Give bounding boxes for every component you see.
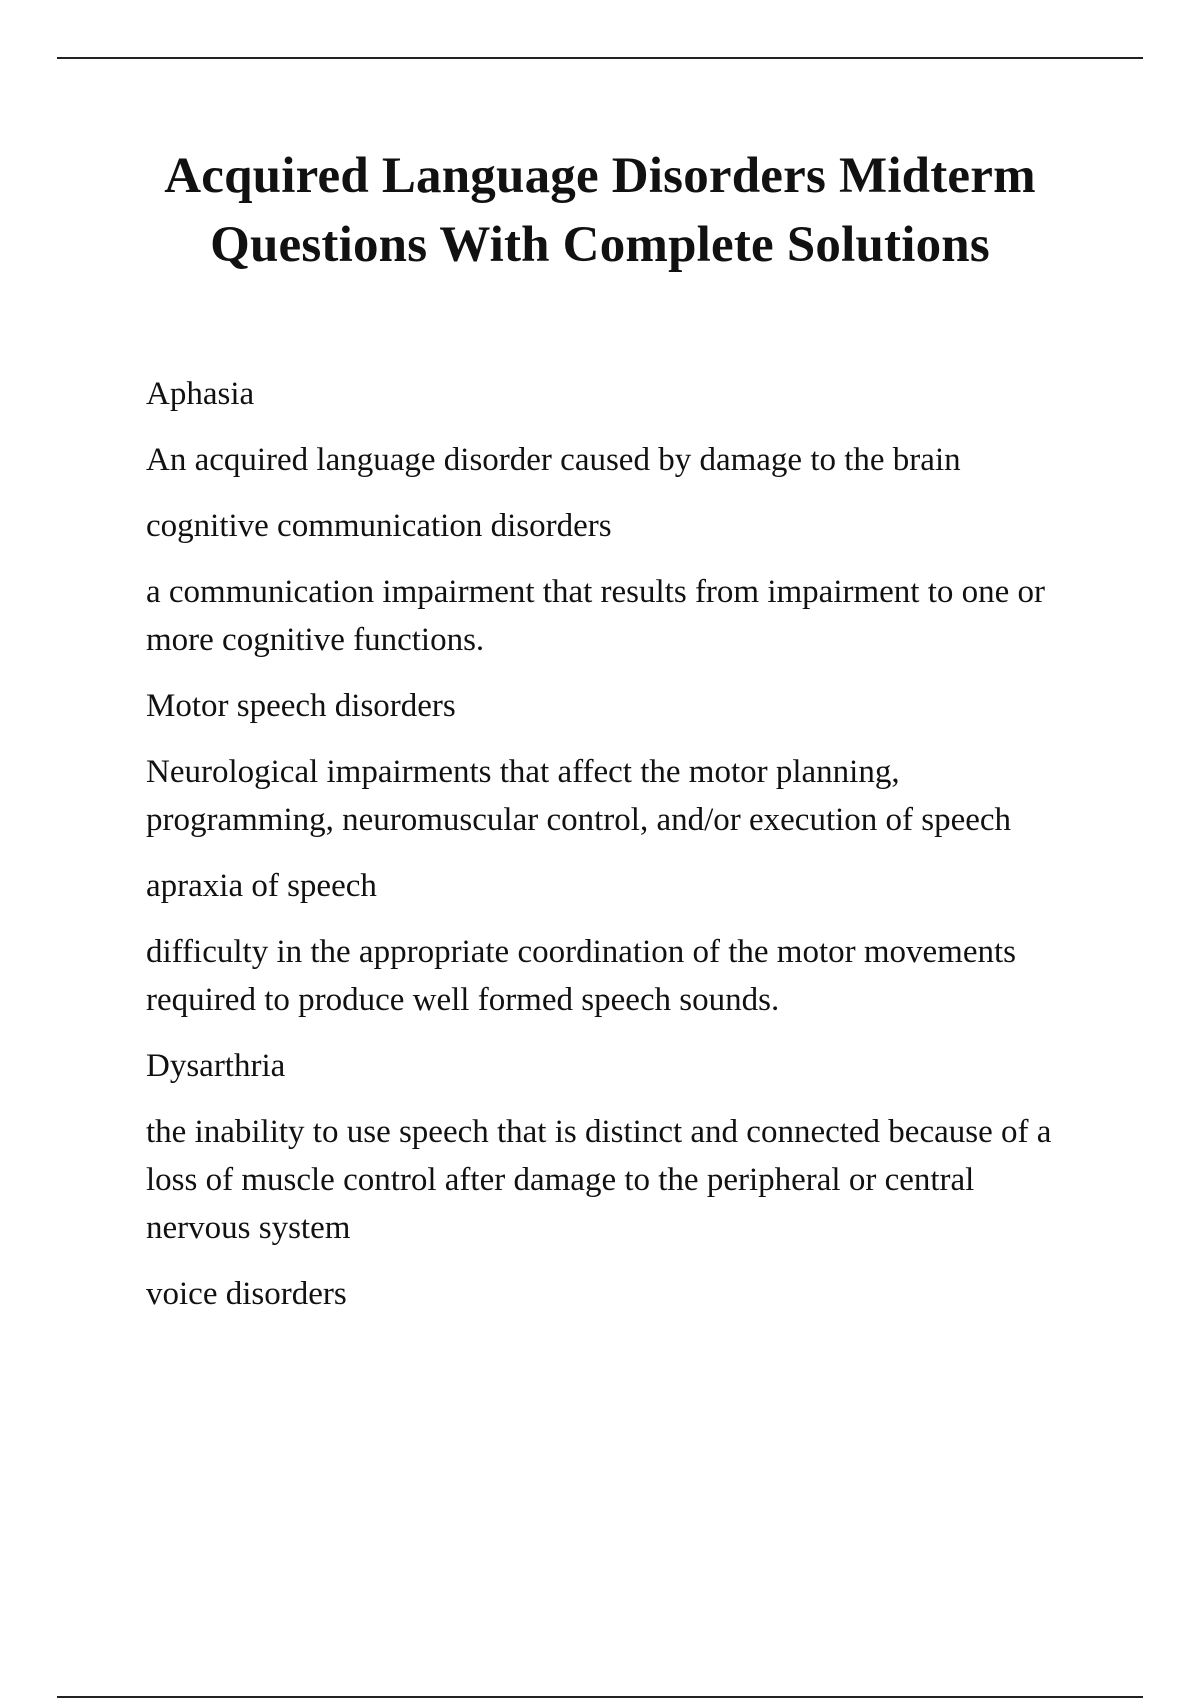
qa-item <box>146 862 1086 1024</box>
qa-item <box>146 682 1086 844</box>
definition: a communication impairment that results from impairment to one or more cognitive functions. <box>146 574 1046 658</box>
definition: Neurological impairments that affect the motor planning, programming, neuromuscular control, and/or execution of speech <box>146 754 1012 838</box>
term: Motor speech disorders <box>146 688 456 724</box>
term: voice disorders <box>146 1276 347 1312</box>
definition: difficulty in the appropriate coordination of the motor movements required to produce well formed speech sounds. <box>146 934 1017 1018</box>
document-title: Acquired Language Disorders Midterm Questions With Complete Solutions <box>164 148 1036 273</box>
term: cognitive communication disorders <box>146 508 612 544</box>
definition: An acquired language disorder caused by damage to the brain <box>146 442 961 478</box>
qa-item <box>146 1270 1086 1318</box>
bottom-divider <box>57 1696 1143 1698</box>
term: Dysarthria <box>146 1048 286 1084</box>
qa-list <box>146 370 1086 1336</box>
term: Aphasia <box>146 376 255 412</box>
qa-item <box>146 502 1086 664</box>
term: apraxia of speech <box>146 868 377 904</box>
qa-item <box>146 1042 1086 1252</box>
qa-item <box>146 370 1086 484</box>
definition: the inability to use speech that is distinct and connected because of a loss of muscle control after damage to the peripheral or central nervous system <box>146 1114 1052 1246</box>
top-divider <box>57 57 1143 59</box>
